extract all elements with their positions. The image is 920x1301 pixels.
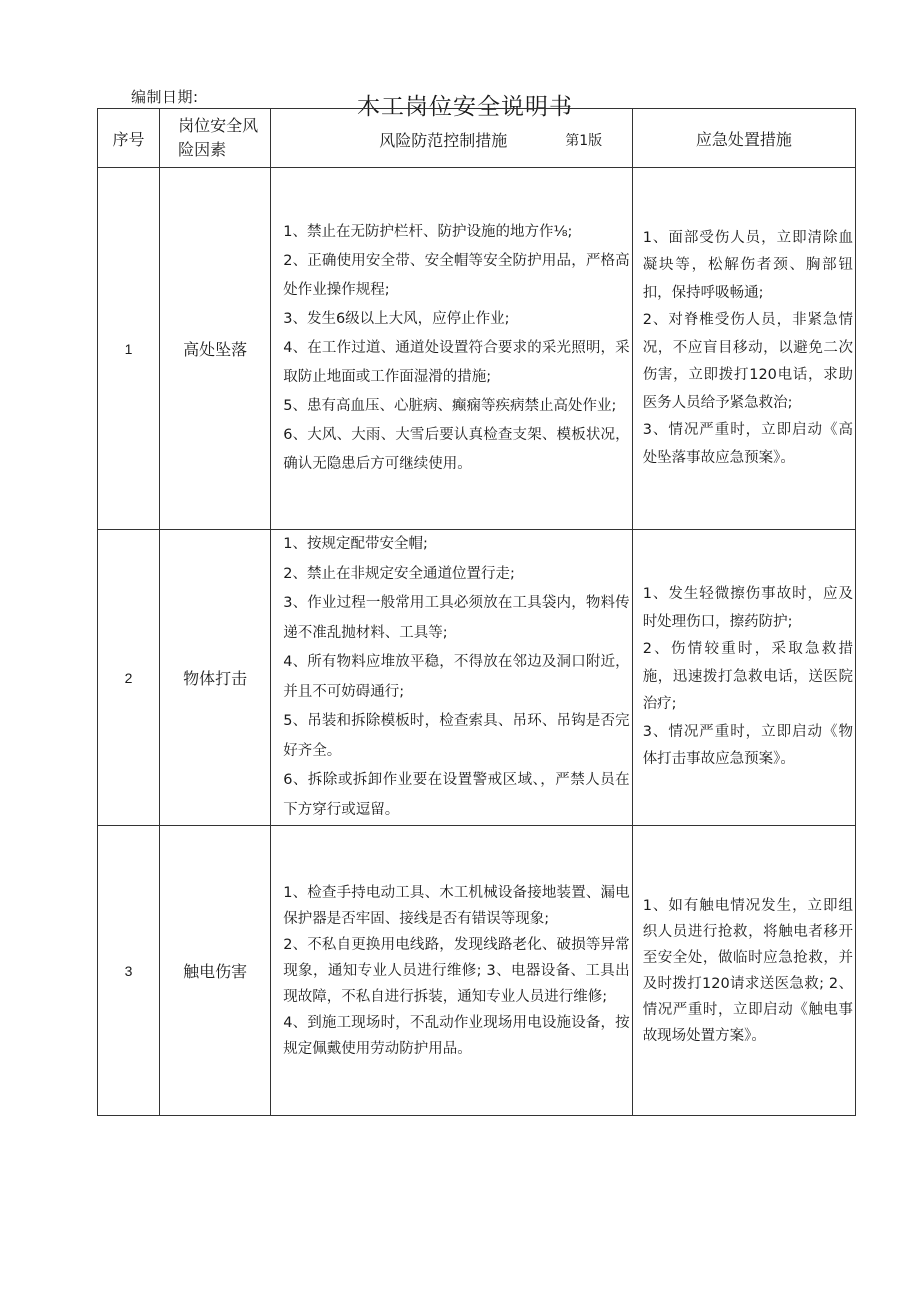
- control-item: 1、检查手持电动工具、木工机械设备接地装置、漏电保护器是否牢固、接线是否有错误等现象;: [283, 884, 630, 927]
- control-item: 2、正确使用安全带、安全帽等安全防护用品，严格高处作业操作规程;: [283, 253, 630, 298]
- table-row: [98, 826, 856, 1116]
- emergency-item: 2、伤情较重时，采取急救措施，迅速拨打急救电话，送医院治疗;: [642, 641, 853, 713]
- emergency-item: 1、如有触电情况发生，立即组织人员进行抢救，将触电者移开至安全处，做临时应急抢救，并及时拨打120请求送医急救; 2、情况严重时，立即启动《触电事故现场处置方案》。: [642, 897, 853, 1044]
- control-item: 5、吊装和拆除模板时，检查索具、吊环、吊钩是否完好齐全。: [283, 713, 630, 759]
- emergency-measures: [632, 530, 855, 826]
- row-number: 2: [98, 530, 160, 826]
- row-number: 1: [98, 168, 160, 530]
- control-item: 5、患有高血压、心脏病、癫痫等疾病禁止高处作业;: [283, 398, 617, 414]
- control-item: 3、发生6级以上大风，应停止作业;: [283, 311, 510, 327]
- control-item: 4、所有物料应堆放平稳，不得放在邻边及洞口附近，并且不可妨碍通行;: [283, 654, 630, 700]
- emergency-item: 1、发生轻微擦伤事故时，应及时处理伤口，擦药防护;: [642, 586, 853, 630]
- emergency-item: 3、情况严重时，立即启动《高处坠落事故应急预案》。: [642, 422, 853, 466]
- control-measures: [271, 826, 632, 1116]
- control-item: 3、作业过程一般常用工具必须放在工具袋内，物料传递不准乱抛材料、工具等;: [283, 595, 630, 641]
- emergency-item: 1、面部受伤人员，立即清除血凝块等，松解伤者颈、胸部钮扣，保持呼吸畅通;: [642, 229, 853, 301]
- emergency-measures: [632, 168, 855, 530]
- risk-factor: 高处坠落: [160, 168, 271, 530]
- table-row: [98, 530, 856, 826]
- table-row: [98, 168, 856, 530]
- control-item: 2、禁止在非规定安全通道位置行走;: [283, 565, 515, 582]
- column-header-no: 序号: [98, 109, 160, 168]
- control-item: 6、大风、大雨、大雪后要认真检查支架、模板状况，确认无隐患后方可继续使用。: [283, 427, 630, 472]
- row-number: 3: [98, 826, 160, 1116]
- control-item: 4、到施工现场时，不乱动作业现场用电设施设备，按规定佩戴使用劳动防护用品。: [283, 1014, 630, 1057]
- column-header-control: [271, 109, 632, 168]
- emergency-measures: [632, 826, 855, 1116]
- column-header-emergency: 应急处置措施: [632, 109, 855, 168]
- control-item: 4、在工作过道、通道处设置符合要求的采光照明，采取防止地面或工作面湿滑的措施;: [283, 340, 630, 385]
- risk-factor: 触电伤害: [160, 826, 271, 1116]
- column-header-control-label: 风险防范控制措施: [379, 131, 508, 150]
- risk-table: [97, 108, 856, 1116]
- control-item: 1、按规定配带安全帽;: [283, 536, 428, 552]
- column-header-risk-factor: 岗位安全风险因素: [160, 109, 271, 168]
- emergency-item: 3、情况严重时，立即启动《物体打击事故应急预案》。: [642, 723, 853, 768]
- table-header-row: [98, 109, 856, 168]
- document-title: 木工岗位安全说明书: [357, 94, 573, 120]
- control-measures: [271, 530, 632, 826]
- control-item: 2、不私自更换用电线路，发现线路老化、破损等异常现象，通知专业人员进行维修; 3、电器设备、工具出现故障，不私自进行拆装，通知专业人员进行维修;: [283, 936, 630, 1005]
- emergency-item: 2、对脊椎受伤人员，非紧急情况，不应盲目移动，以避免二次伤害，立即拨打120电话，求助医务人员给予紧急救治;: [642, 312, 853, 411]
- control-item: 1、禁止在无防护栏杆、防护设施的地方作⅛;: [283, 224, 573, 240]
- date-label: 编制日期:: [131, 88, 199, 106]
- version-label: 第1版: [565, 133, 603, 149]
- risk-factor: 物体打击: [160, 530, 271, 826]
- control-item: 6、拆除或拆卸作业要在设置警戒区域、，严禁人员在下方穿行或逗留。: [283, 772, 630, 818]
- control-measures: [271, 168, 632, 530]
